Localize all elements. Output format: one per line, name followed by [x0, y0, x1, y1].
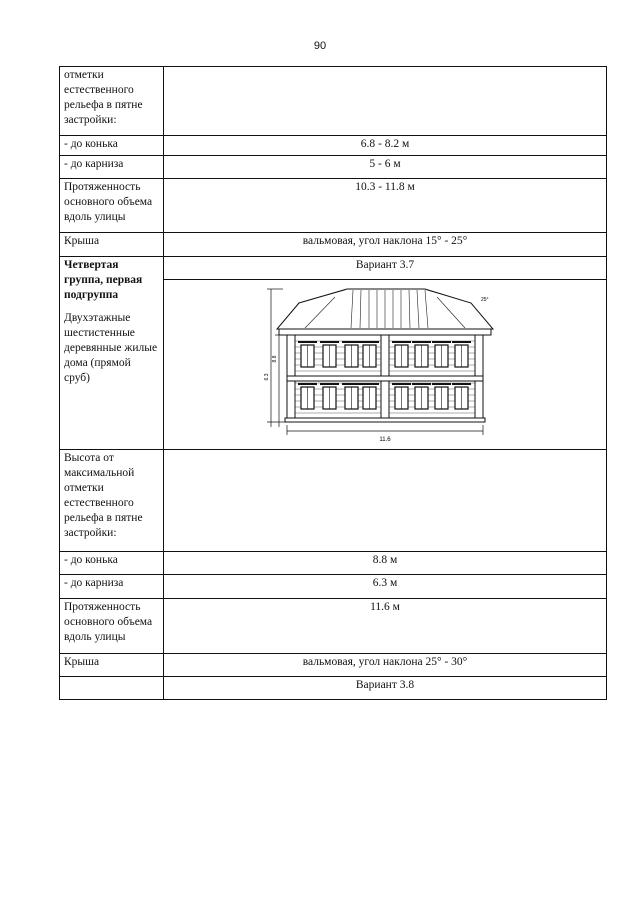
row-label: Высота от максимальной отметки естественного рельефа в пятне застройки:	[60, 450, 164, 552]
row-value: вальмовая, угол наклона 15° - 25°	[164, 233, 607, 257]
row-label: - до конька	[60, 552, 164, 575]
group-cell	[60, 257, 164, 450]
parameters-table	[59, 66, 607, 700]
row-value: вальмовая, угол наклона 25° - 30°	[164, 654, 607, 677]
table-row	[60, 654, 607, 677]
group-description: Двухэтажные шестистенные деревянные жилые дома (прямой сруб)	[64, 312, 158, 384]
variant-label: Вариант 3.8	[164, 677, 607, 700]
table-row	[60, 136, 607, 156]
row-value: 11.6 м	[164, 599, 607, 654]
table-row	[60, 179, 607, 233]
row-value: 5 - 6 м	[164, 156, 607, 179]
drawing-height-dimension-2: 6.3	[264, 373, 270, 381]
drawing-width-dimension: 11.6	[379, 437, 391, 443]
row-value: 6.8 - 8.2 м	[164, 136, 607, 156]
house-facade-drawing	[265, 285, 505, 445]
row-label: Крыша	[60, 654, 164, 677]
row-label: Протяженность основного объема вдоль улицы	[60, 179, 164, 233]
table-row	[60, 233, 607, 257]
row-label: Крыша	[60, 233, 164, 257]
variant-label: Вариант 3.7	[164, 257, 607, 280]
table-row	[60, 450, 607, 552]
row-value	[164, 67, 607, 136]
table-row	[60, 257, 607, 280]
drawing-height-dimension-1: 8.8	[272, 355, 278, 363]
group-title: Четвертая группа, первая подгруппа	[64, 259, 143, 301]
row-label: отметки естественного рельефа в пятне застройки:	[60, 67, 164, 136]
row-label: Протяженность основного объема вдоль улицы	[60, 599, 164, 654]
drawing-roof-angle: 25°	[481, 297, 489, 303]
table-row	[60, 552, 607, 575]
table-row	[60, 156, 607, 179]
row-label: - до конька	[60, 136, 164, 156]
row-value: 10.3 - 11.8 м	[164, 179, 607, 233]
table-row	[60, 599, 607, 654]
row-label	[60, 677, 164, 700]
table-row	[60, 67, 607, 136]
row-label: - до карниза	[60, 156, 164, 179]
facade-drawing-cell	[164, 280, 607, 450]
row-value: 6.3 м	[164, 575, 607, 599]
table-row	[60, 575, 607, 599]
page-number: 90	[313, 40, 327, 52]
row-label: - до карниза	[60, 575, 164, 599]
table-row	[60, 677, 607, 700]
row-value	[164, 450, 607, 552]
row-value: 8.8 м	[164, 552, 607, 575]
